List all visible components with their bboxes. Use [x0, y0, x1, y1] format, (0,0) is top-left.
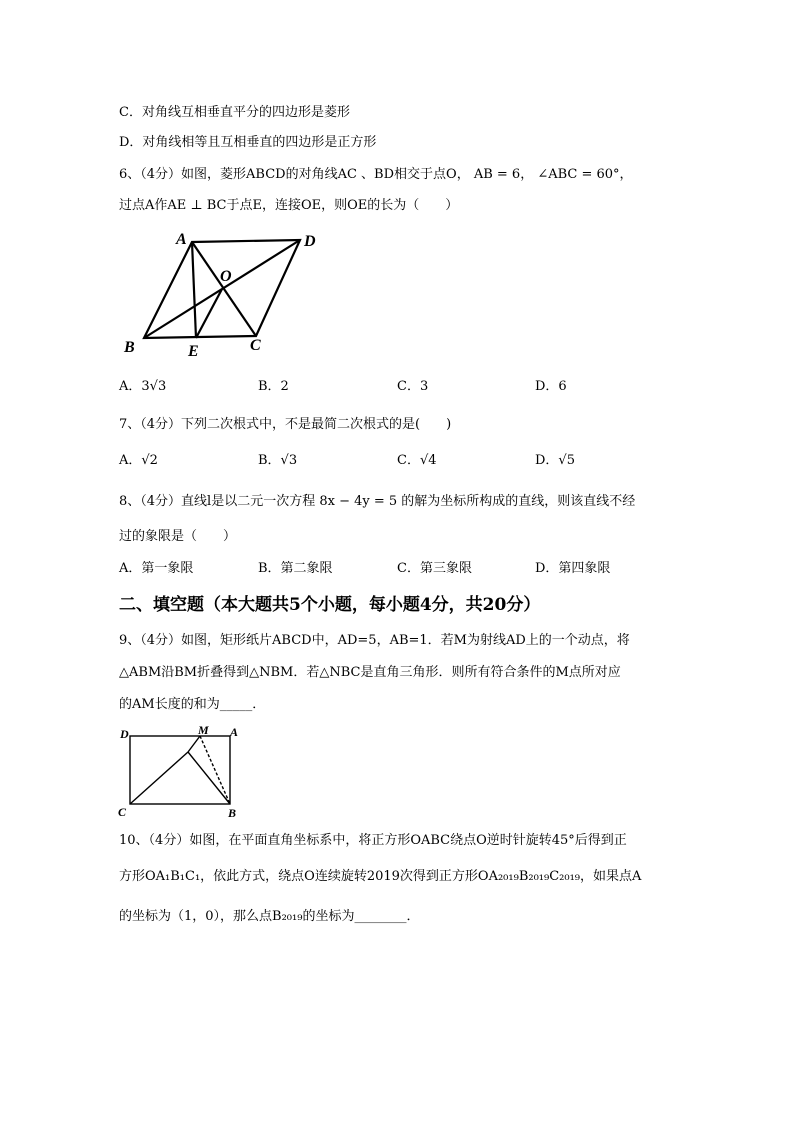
- q10-stem-line3: 的坐标为（1，0），那么点B₂₀₁₉的坐标为________．: [119, 909, 420, 924]
- q7-option-c: C．√4: [397, 453, 437, 468]
- q6-rhombus-figure: [118, 228, 338, 358]
- fig6-label-o: O: [220, 268, 232, 285]
- q8-stem-line1: 8、（4分）直线l是以二元一次方程 8x − 4y = 5 的解为坐标所构成的直线，则该直线不经: [119, 494, 636, 509]
- prev-option-d: D．对角线相等且互相垂直的四边形是正方形: [119, 135, 377, 150]
- q6-option-c: C．3: [397, 379, 429, 394]
- q8-option-b: B．第二象限: [258, 561, 333, 576]
- q6-option-d: D．6: [535, 379, 567, 394]
- q7-option-a: A．√2: [119, 453, 158, 468]
- q6-option-a: A．3√3: [119, 379, 167, 394]
- prev-option-c: C．对角线互相垂直平分的四边形是菱形: [119, 105, 350, 120]
- q8-option-c: C．第三象限: [397, 561, 472, 576]
- fig6-label-d: D: [304, 233, 316, 250]
- q6-stem-line2: 过点A作AE ⊥ BC于点E，连接OE，则OE的长为（ ）: [119, 198, 459, 213]
- q8-option-a: A．第一象限: [119, 561, 194, 576]
- q9-rectangle-figure: [116, 722, 246, 822]
- q7-stem: 7、（4分）下列二次根式中，不是最简二次根式的是( ): [119, 417, 452, 432]
- q6-stem-line1: 6、（4分）如图，菱形ABCD的对角线AC 、BD相交于点O， AB = 6， ∠ABC = 60°，: [119, 167, 633, 182]
- q9-stem-line1: 9、（4分）如图，矩形纸片ABCD中，AD=5，AB=1．若M为射线AD上的一个动点，将: [119, 633, 630, 648]
- q9-stem-line2: △ABM沿BM折叠得到△NBM．若△NBC是直角三角形．则所有符合条件的M点所对应: [119, 665, 621, 680]
- fig9-label-c: C: [118, 805, 127, 819]
- q8-option-d: D．第四象限: [535, 561, 611, 576]
- q8-stem-line2: 过的象限是（ ）: [119, 529, 237, 544]
- q7-option-d: D．√5: [535, 453, 575, 468]
- fig9-label-b: B: [228, 806, 237, 820]
- q7-option-b: B．√3: [258, 453, 298, 468]
- fig6-label-c: C: [250, 337, 261, 354]
- q10-stem-line2: 方形OA₁B₁C₁，依此方式，绕点O连续旋转2019次得到正方形OA₂₀₁₉B₂₀₁₉C₂₀₁₉，如果点A: [119, 869, 642, 884]
- fig6-label-b: B: [124, 339, 135, 356]
- q10-stem-line1: 10、（4分）如图，在平面直角坐标系中，将正方形OABC绕点O逆时针旋转45°后得到正: [119, 833, 627, 848]
- q9-stem-line3: 的AM长度的和为_____．: [119, 697, 266, 712]
- section-2-heading: 二、填空题（本大题共5个小题，每小题4分，共20分）: [119, 595, 541, 615]
- fig9-label-m: M: [198, 723, 209, 737]
- q6-option-b: B．2: [258, 379, 289, 394]
- fig6-label-a: A: [176, 231, 187, 248]
- fig9-label-a: A: [230, 725, 239, 739]
- fig6-label-e: E: [188, 343, 199, 358]
- fig9-label-d: D: [120, 727, 129, 741]
